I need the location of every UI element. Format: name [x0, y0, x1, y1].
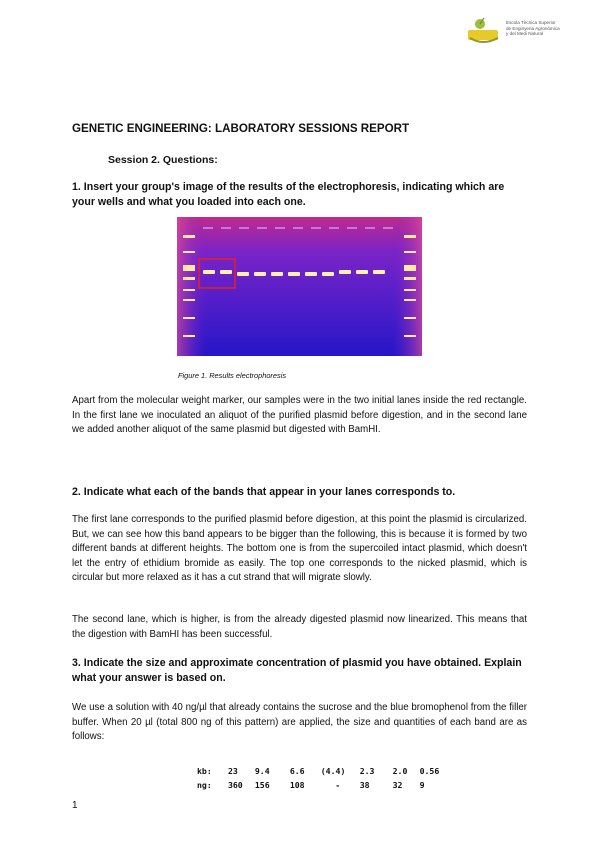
kb-label: kb: — [197, 766, 212, 776]
ng-row — [197, 778, 448, 792]
logo-line: de Enginyeria Agronòmica — [506, 25, 560, 31]
paragraph-1: Apart from the molecular weight marker, our samples were in the two initial lanes inside the red rectangle. In the first lane we inoculated an aliquot of the purified plasmid before digestion, and in the second lane we added another aliquot of the same plasmid but digested with BamHI. — [72, 395, 527, 436]
kb-value: 2.0 — [392, 766, 408, 776]
paragraph-3: The second lane, which is higher, is from the already digested plasmid now linearized. This means that the digestion with BamHI has been successful. — [72, 614, 527, 640]
kb-value: (4.4) — [320, 766, 346, 776]
kb-value: 0.56 — [419, 766, 440, 776]
ng-value: 32 — [392, 780, 403, 790]
marker-table — [197, 764, 448, 792]
page-title: GENETIC ENGINEERING: LABORATORY SESSIONS REPORT — [72, 122, 410, 135]
logo-line: y del Medi Natural — [506, 31, 544, 37]
kb-value: 2.3 — [359, 766, 375, 776]
figure-caption: Figure 1. Results electrophoresis — [178, 371, 287, 380]
ng-value: 9 — [419, 780, 425, 790]
paragraph-4: We use a solution with 40 ng/µl that already contains the sucrose and the blue bromophenol from the filler buffer. When 20 µl (total 800 ng of this pattern) are applied, the size and quantities of each band are as follows: — [72, 702, 527, 743]
kb-value: 9.4 — [254, 766, 270, 776]
question-1: 1. Insert your group's image of the results of the electrophoresis, indicating which are your wells and what you loaded into each one. — [72, 181, 505, 208]
ng-value: 360 — [227, 780, 243, 790]
ng-value: 108 — [289, 780, 305, 790]
paragraph-2: The first lane corresponds to the purified plasmid before digestion, at this point the plasmid is circularized. But, we can see how this band appears to be bigger than the following, this is because it is formed by two different bands at different heights. The bottom one is from the supercoiled intact plasmid, which doesn't let the entry of ethidium bromide as easily. The top one corresponds to the nicked plasmid, which is circular but more relaxed as it has a cut strand that will migrate slowly. — [72, 514, 527, 584]
ng-value: - — [335, 780, 341, 790]
kb-value: 6.6 — [289, 766, 305, 776]
ng-value: 38 — [359, 780, 370, 790]
logo-line: Escola Tècnica Superior — [506, 20, 556, 25]
page-number: 1 — [72, 800, 78, 811]
kb-value: 23 — [227, 766, 238, 776]
question-2: 2. Indicate what each of the bands that appear in your lanes corresponds to. — [72, 486, 456, 498]
electrophoresis-gel-image — [177, 217, 422, 356]
question-3: 3. Indicate the size and approximate concentration of plasmid you have obtained. Explain what your answer is based on. — [72, 657, 522, 684]
ng-label: ng: — [197, 780, 212, 790]
kb-row — [197, 764, 448, 778]
session-heading: Session 2. Questions: — [108, 154, 218, 166]
ng-value: 156 — [254, 780, 270, 790]
logo-text — [506, 20, 580, 37]
